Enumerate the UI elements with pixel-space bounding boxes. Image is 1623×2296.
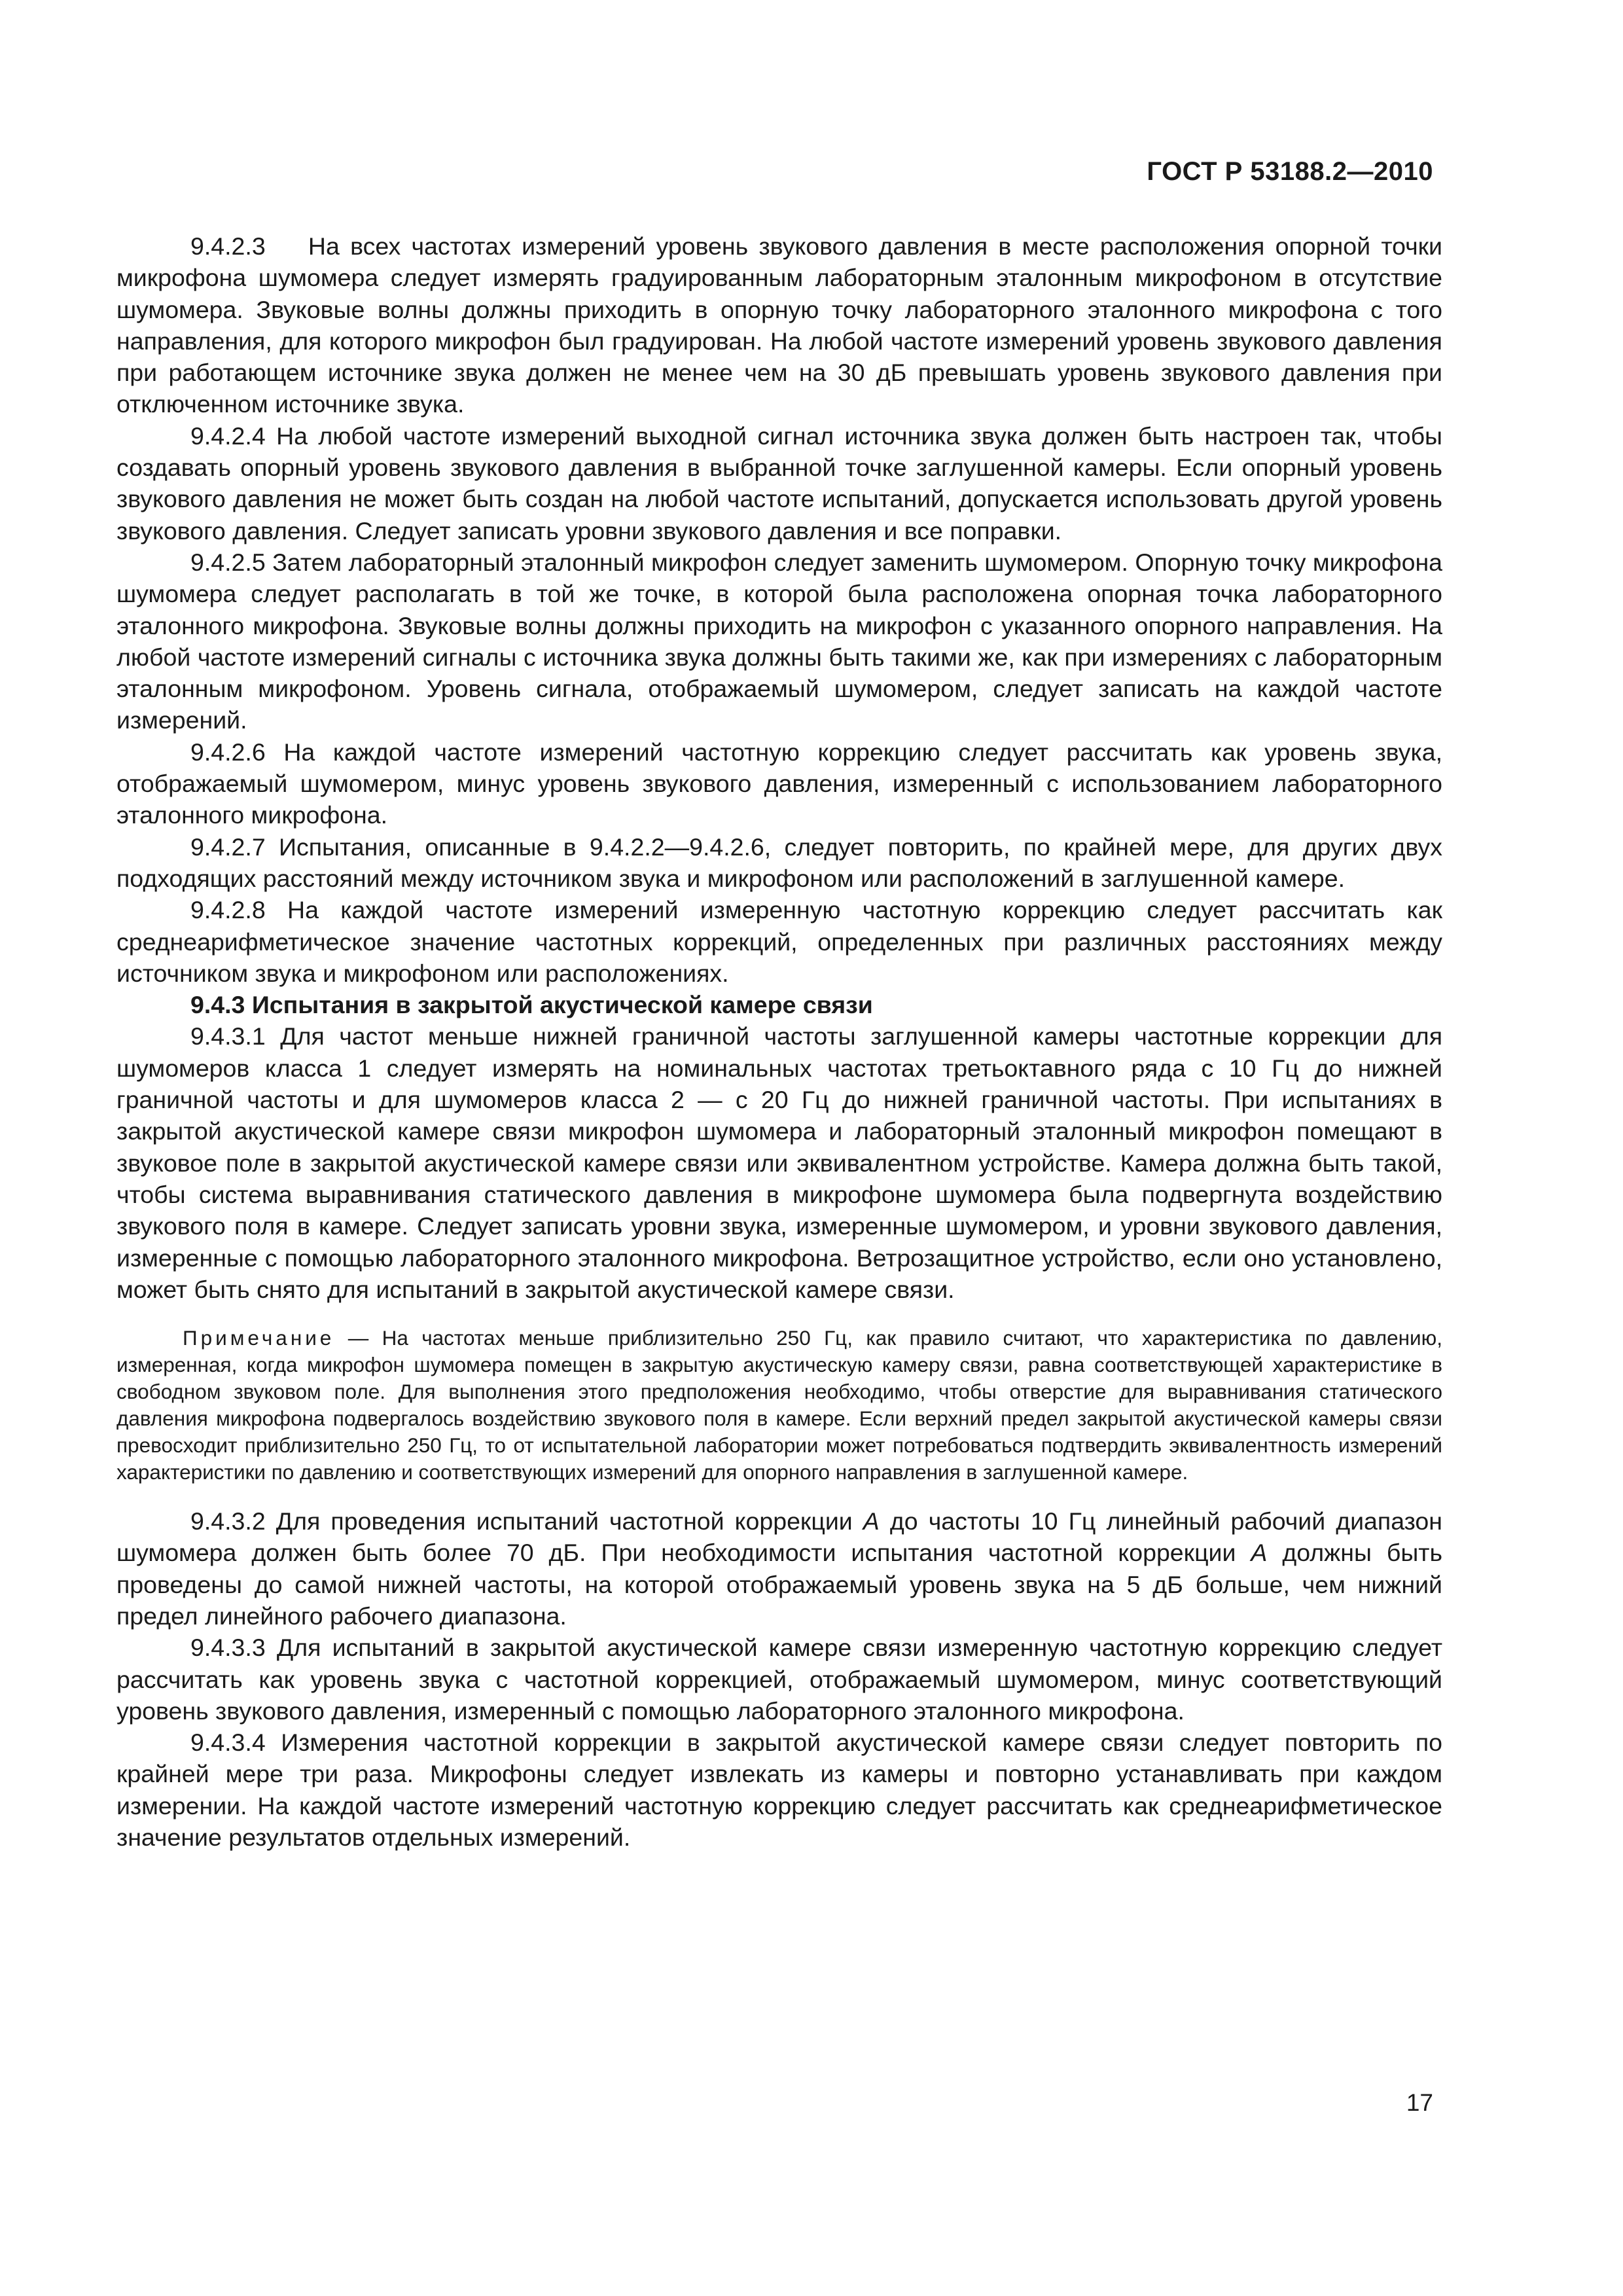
clause-text: Для испытаний в закрытой акустической камере связи измеренную частотную коррекцию следует рассчитать как уровень звука с частотной коррекцией, отображаемый шумомером, минус соответствующий уровень звукового давления, измеренный с помощью лабораторного эталонного микрофона.: [116, 1634, 1442, 1725]
weighting-symbol: A: [1251, 1539, 1268, 1567]
document-body: [116, 230, 1442, 1853]
clause-number: 9.4.2.7: [190, 833, 266, 861]
paragraph-9-4-2-6: [116, 736, 1442, 831]
clause-text: Для частот меньше нижней граничной частоты заглушенной камеры частотные коррекции для шумомеров класса 1 следует измерять на номинальных частотах третьоктавного ряда с 10 Гц до нижней граничной частоты и для шумомеров класса 2 — с 20 Гц до нижней граничной частоты. При испытаниях в закрытой акустической камере связи микрофон шумомера и лабораторный эталонный микрофон помещают в звуковое поле в закрытой акустической камере связи или эквивалентном устройстве. Камера должна быть такой, чтобы система выравнивания статического давления в микрофоне шумомера была подвергнута воздействию звукового поля в камере. Следует записать уровни звука, измеренные шумомером, и уровни звукового давления, измеренные с помощью лабораторного эталонного микрофона. Ветрозащитное устройство, если оно установлено, может быть снято для испытаний в закрытой акустической камере связи.: [116, 1022, 1442, 1303]
subsection-heading: [116, 989, 1442, 1020]
clause-number: 9.4.3.4: [190, 1729, 266, 1757]
note-text: — На частотах меньше приблизительно 250 Гц, как правило считают, что характеристика по давлению, измеренная, когда микрофон шумомера помещен в закрытую акустическую камеру связи, равна соответствующей характеристике в свободном звуковом поле. Для выполнения этого предположения необходимо, чтобы отверстие для выравнивания статического давления микрофона подвергалось воздействию звукового поля в камере. Если верхний предел закрытой акустической камеры связи превосходит приблизительно 250 Гц, то от испытательной лаборатории может потребоваться подтвердить эквивалентность измерений характеристики по давлению и соответствующих измерений для опорного направления в заглушенной камере.: [116, 1326, 1442, 1484]
clause-text: На любой частоте измерений выходной сигнал источника звука должен быть настроен так, чтобы создавать опорный уровень звукового давления в выбранной точке заглушенной камеры. Если опорный уровень звукового давления не может быть создан на любой частоте испытаний, допускается использовать другой уровень звукового давления. Следует записать уровни звукового давления и все поправки.: [116, 422, 1443, 545]
paragraph-9-4-3-4: [116, 1727, 1442, 1853]
paragraph-9-4-2-7: [116, 831, 1442, 895]
clause-number: 9.4.2.8: [190, 896, 266, 924]
page-number: 17: [1406, 2089, 1433, 2116]
paragraph-9-4-3-3: [116, 1632, 1442, 1727]
subsection-title: Испытания в закрытой акустической камере связи: [251, 991, 873, 1019]
clause-number: 9.4.3.1: [190, 1022, 266, 1050]
clause-text: Затем лабораторный эталонный микрофон следует заменить шумомером. Опорную точку микрофона шумомера следует располагать в той же точке, в которой была расположена опорная точка лабораторного эталонного микрофона. Звуковые волны должны приходить на микрофон с указанного опорного направления. На любой частоте измерений сигналы с источника звука должны быть такими же, как при измерениях с лабораторным эталонным микрофоном. Уровень сигнала, отображаемый шумомером, следует записать на каждой частоте измерений.: [116, 548, 1443, 734]
clause-text: На всех частотах измерений уровень звукового давления в месте расположения опорной точки микрофона шумомера следует измерять градуированным лабораторным эталонным микрофоном в отсутствие шумомера. Звуковые волны должны приходить в опорную точку лабораторного эталонного микрофона с того направления, для которого микрофон был градуирован. На любой частоте измерений уровень звукового давления при работающем источнике звука должен не менее чем на 30 дБ превышать уровень звукового давления при отключенном источнике звука.: [116, 232, 1442, 418]
clause-text: На каждой частоте измерений частотную коррекцию следует рассчитать как уровень звука, отображаемый шумомером, минус уровень звукового давления, измеренный с использованием лабораторного эталонного микрофона.: [116, 738, 1442, 829]
paragraph-9-4-2-8: [116, 894, 1442, 989]
paragraph-9-4-3-2: [116, 1505, 1442, 1632]
clause-text-part: до частоты 10 Гц линейный рабочий диапазон шумомера должен быть более 70 дБ. При необходимости испытания частотной коррекции: [116, 1507, 1442, 1567]
clause-number: 9.4.3.3: [190, 1634, 266, 1662]
clause-number: 9.4.2.5: [190, 548, 266, 576]
clause-text: Измерения частотной коррекции в закрытой акустической камере связи следует повторить по крайней мере три раза. Микрофоны следует извлекать из камеры и повторно устанавливать при каждом измерении. На каждой частоте измерений частотную коррекцию следует рассчитать как среднеарифметическое значение результатов отдельных измерений.: [116, 1729, 1442, 1852]
document-header: ГОСТ Р 53188.2—2010: [1147, 157, 1433, 186]
clause-number: 9.4.2.6: [190, 738, 266, 766]
clause-text-part: Для проведения испытаний частотной коррекции: [276, 1507, 863, 1535]
clause-number: 9.4.3.2: [190, 1507, 266, 1535]
weighting-symbol: A: [863, 1507, 880, 1535]
clause-number: 9.4.2.4: [190, 422, 266, 450]
paragraph-9-4-3-1: [116, 1020, 1442, 1305]
paragraph-9-4-2-4: [116, 420, 1442, 547]
subsection-number: 9.4.3: [190, 991, 245, 1019]
clause-text: На каждой частоте измерений измеренную частотную коррекцию следует рассчитать как среднеарифметическое значение частотных коррекций, определенных при различных расстояниях между источником звука и микрофоном или расположениях.: [116, 896, 1442, 987]
clause-text: Испытания, описанные в 9.4.2.2—9.4.2.6, следует повторить, по крайней мере, для других двух подходящих расстояний между источником звука и микрофоном или расположений в заглушенной камере.: [116, 833, 1442, 892]
note-label: Примечание: [183, 1326, 335, 1350]
note-block: [116, 1325, 1442, 1486]
paragraph-9-4-2-3: [116, 230, 1442, 420]
clause-number: 9.4.2.3: [190, 232, 266, 260]
clause-text-part: должны быть проведены до самой нижней частоты, на которой отображаемый уровень звука на 5 дБ больше, чем нижний предел линейного рабочего диапазона.: [116, 1539, 1442, 1630]
paragraph-9-4-2-5: [116, 547, 1442, 736]
